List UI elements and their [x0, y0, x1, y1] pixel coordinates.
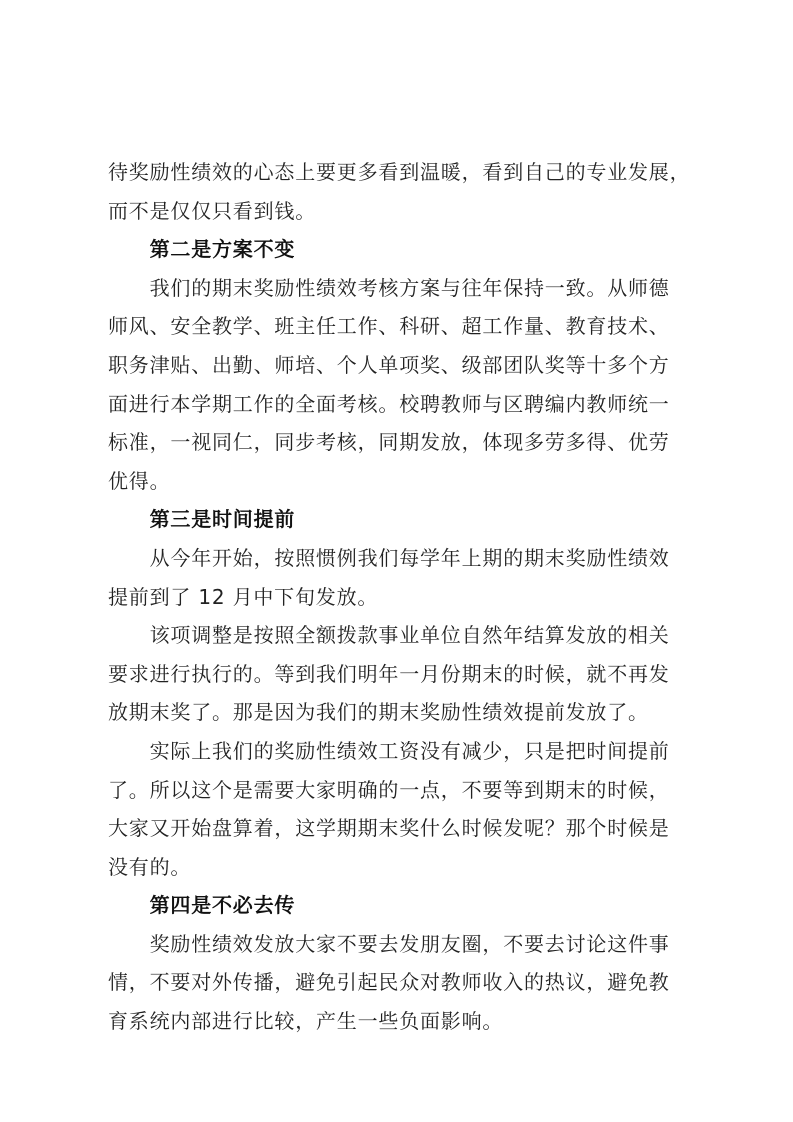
paragraph — [108, 616, 708, 732]
text-line: 育系统内部进行比较，产生一些负面影响。 — [108, 1009, 504, 1034]
text-line: 该项调整是按照全额拨款事业单位自然年结算发放的相关 — [149, 623, 670, 648]
text-line: 要求进行执行的。等到我们明年一月份期末的时候，就不再发 — [108, 661, 670, 686]
section-heading-2: 第二是方案不变 — [149, 237, 296, 262]
text-line: 了。所以这个是需要大家明确的一点，不要等到期末的时候， — [108, 777, 670, 802]
paragraph — [108, 539, 708, 616]
text-line: 面进行本学期工作的全面考核。校聘教师与区聘编内教师统一 — [108, 391, 670, 416]
text-line: 放期末奖了。那是因为我们的期末奖励性绩效提前发放了。 — [108, 700, 649, 725]
text-line: 职务津贴、出勤、师培、个人单项奖、级部团队奖等十多个方 — [108, 352, 670, 377]
section-heading-4: 第四是不必去传 — [149, 893, 296, 918]
text-line: 奖励性绩效发放大家不要去发朋友圈，不要去讨论这件事 — [149, 931, 670, 956]
text-line: 实际上我们的奖励性绩效工资没有减少，只是把时间提前 — [149, 738, 670, 763]
paragraph — [108, 732, 708, 886]
text-line: 大家又开始盘算着，这学期期末奖什么时候发呢？那个时候是 — [108, 816, 670, 841]
text-line: 待奖励性绩效的心态上要更多看到温暖，看到自己的专业发展， — [108, 160, 691, 184]
document-page — [108, 153, 708, 1041]
text-line: 从今年开始，按照惯例我们每学年上期的期末奖励性绩效 — [149, 545, 670, 570]
text-line: 而不是仅仅只看到钱。 — [108, 198, 316, 223]
text-line: 提前到了 12 月中下旬发放。 — [108, 584, 379, 609]
section-heading-3: 第三是时间提前 — [149, 507, 296, 532]
paragraph — [108, 925, 708, 1041]
paragraph — [108, 269, 708, 501]
text-line: 我们的期末奖励性绩效考核方案与往年保持一致。从师德 — [149, 275, 670, 300]
text-line: 标准，一视同仁，同步考核，同期发放，体现多劳多得、优劳 — [108, 430, 670, 455]
text-line: 情，不要对外传播，避免引起民众对教师收入的热议，避免教 — [108, 970, 670, 995]
text-line: 优得。 — [108, 468, 171, 493]
paragraph — [108, 153, 708, 230]
text-line: 没有的。 — [108, 854, 192, 879]
text-line: 师风、安全教学、班主任工作、科研、超工作量、教育技术、 — [108, 314, 670, 339]
